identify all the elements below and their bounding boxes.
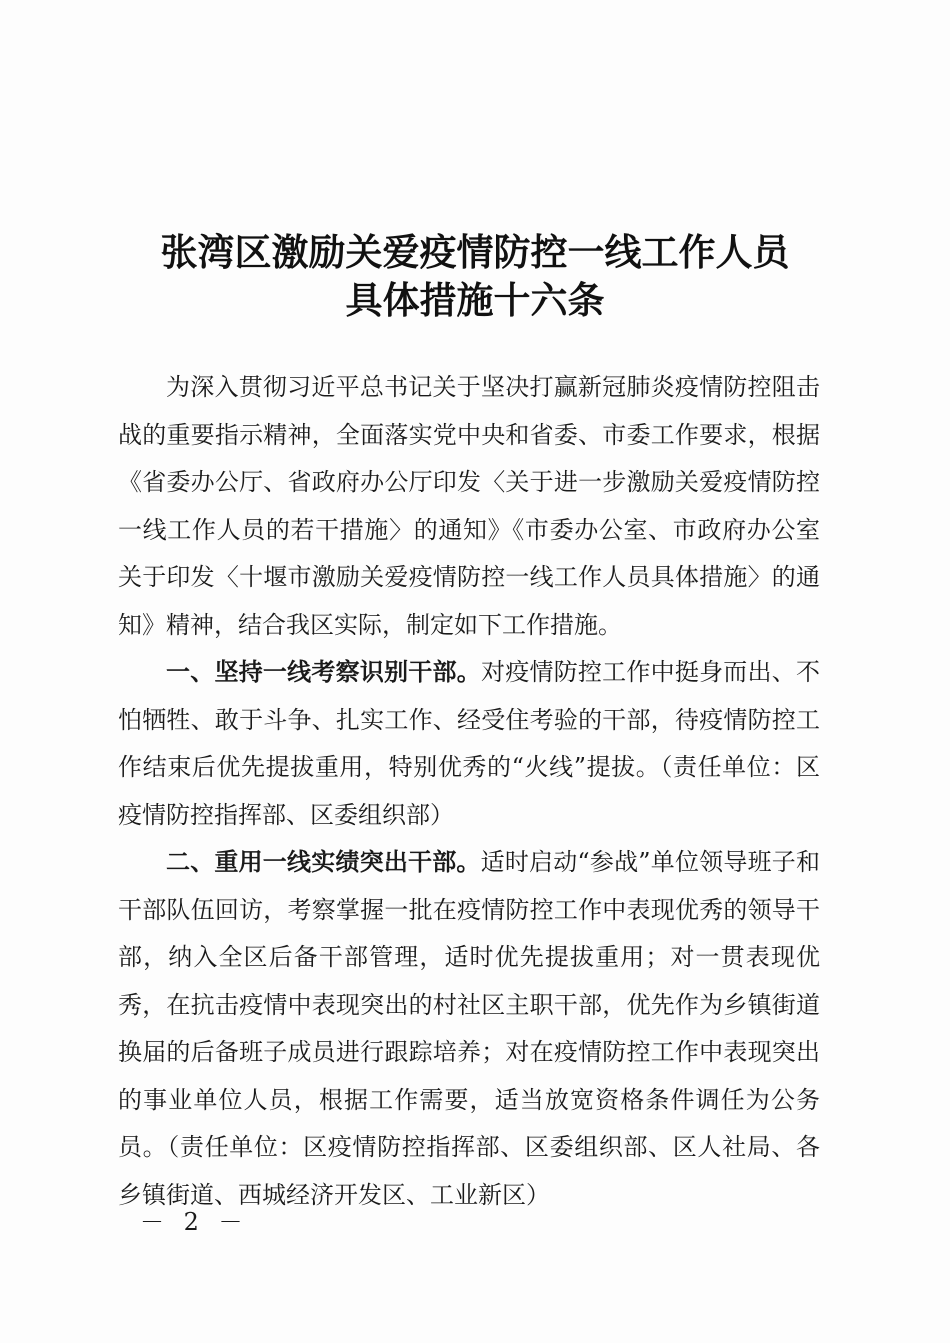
document-title-line2: 具体措施十六条 — [345, 278, 605, 322]
section-heading-1: 一、坚持一线考察识别干部。 — [166, 658, 481, 686]
section-text-1: 对疫情防控工作中挺身而出、不怕牺牲、敢于斗争、扎实工作、经受住考验的干部，待疫情防控工作结束后优先提拔重用，特别优秀的“火线”提拔。（责任单位：区疫情防控指挥部、区委组织部） — [118, 658, 820, 829]
document-title-line1: 张湾区激励关爱疫情防控一线工作人员 — [160, 230, 790, 274]
section-text-2: 适时启动“参战”单位领导班子和干部队伍回访，考察掌握一批在疫情防控工作中表现优秀的领导干部，纳入全区后备干部管理，适时优先提拔重用；对一贯表现优秀，在抗击疫情中表现突出的村社区主职干部，优先作为乡镇街道换届的后备班子成员进行跟踪培养；对在疫情防控工作中表现突出的事业单位人员，根据工作需要，适当放宽资格条件调任为公务员。（责任单位：区疫情防控指挥部、区委组织部、区人社局、各乡镇街道、西城经济开发区、工业新区） — [118, 848, 820, 1209]
page-number: － 2 － — [140, 1208, 249, 1236]
intro-paragraph: 为深入贯彻习近平总书记关于坚决打赢新冠肺炎疫情防控阻击战的重要指示精神，全面落实党中央和省委、市委工作要求，根据《省委办公厅、省政府办公厅印发〈关于进一步激励关爱疫情防控一线工作人员的若干措施〉的通知》《市委办公室、市政府办公室关于印发〈十堰市激励关爱疫情防控一线工作人员具体措施〉的通知》精神，结合我区实际，制定如下工作措施。 — [118, 373, 820, 639]
section-heading-2: 二、重用一线实绩突出干部。 — [166, 848, 481, 876]
section-paragraph-1 — [118, 649, 820, 839]
document-body — [118, 364, 820, 1219]
section-paragraph-2 — [118, 839, 820, 1219]
